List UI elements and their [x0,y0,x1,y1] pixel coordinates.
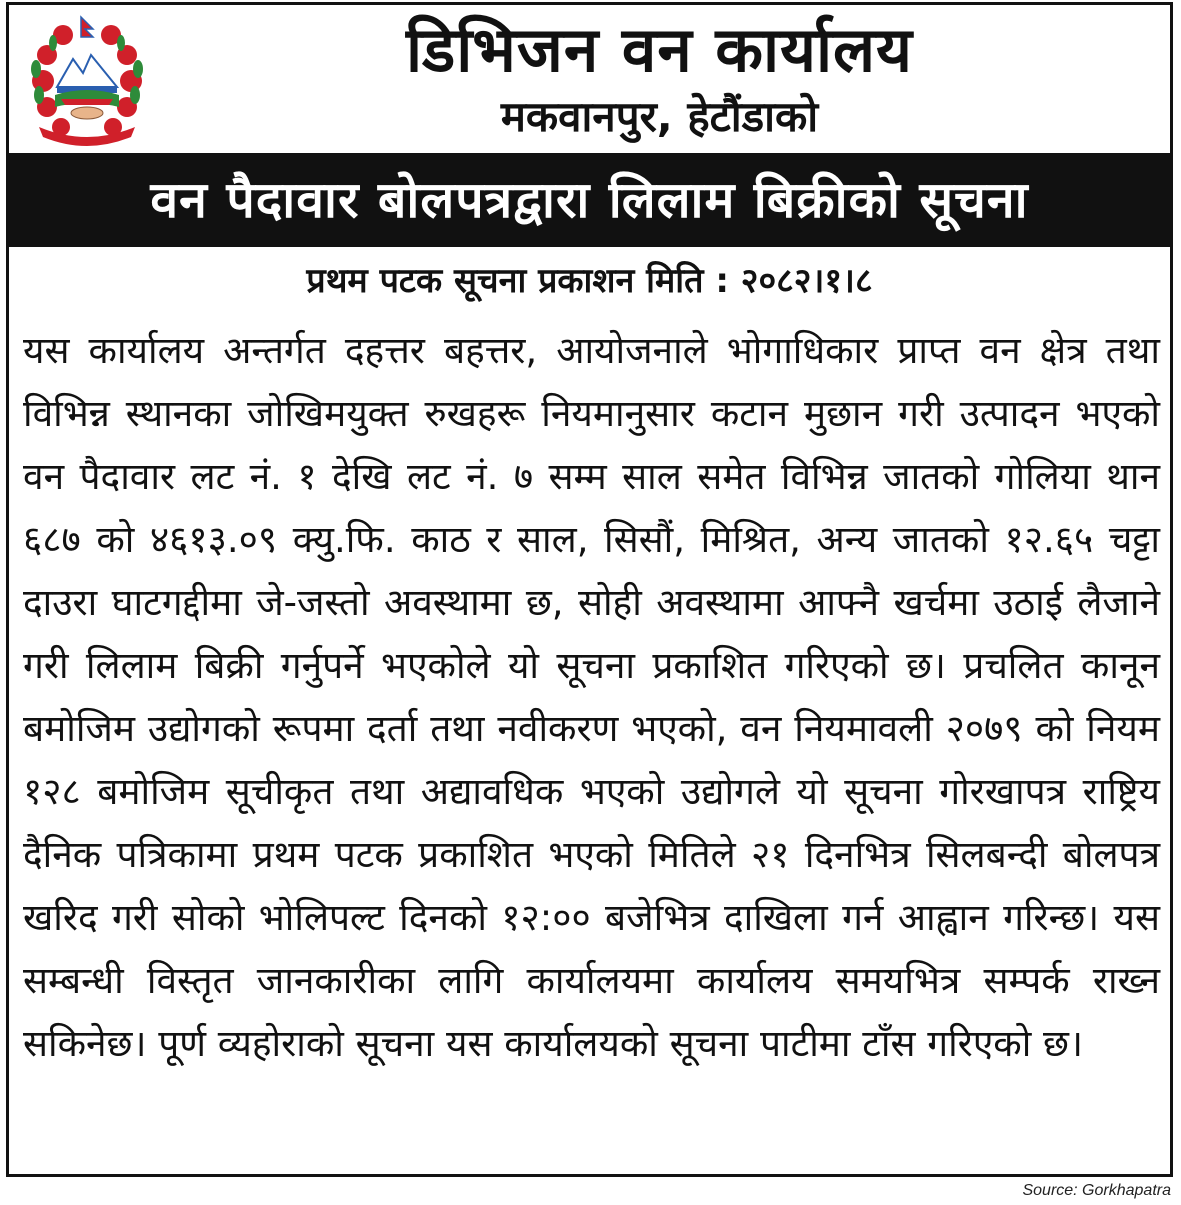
office-title: डिभिजन वन कार्यालय [405,13,914,86]
publication-date: प्रथम पटक सूचना प्रकाशन मिति : २०८२।१।८ [306,261,873,301]
nepal-government-emblem-icon [21,15,153,147]
notice-body: यस कार्यालय अन्तर्गत दहत्तर बहत्तर, आयोजनाले भोगाधिकार प्राप्त वन क्षेत्र तथा विभिन्न स्थानका जोखिमयुक्त रुखहरू नियमानुसार कटान मुछान गरी उत्पादन भएको वन पैदावार लट नं. १ देखि लट नं. ७ सम्म साल समेत विभिन्न जातको गोलिया थान ६८७ को ४६१३.०९ क्यु.फि. काठ र साल, सिसौं, मिश्रित, अन्य जातको १२.६५ चट्टा दाउरा घाटगद्दीमा जे-जस्तो अवस्थामा छ, सोही अवस्थामा आफ्नै खर्चमा उठाई लैजाने गरी लिलाम बिक्री गर्नुपर्ने भएकोले यो सूचना प्रकाशित गरिएको छ। प्रचलित कानून बमोजिम उद्योगको रूपमा दर्ता तथा नवीकरण भएको, वन नियमावली २०७९ को नियम १२८ बमोजिम सूचीकृत तथा अद्यावधिक भएको उद्योगले यो सूचना गोरखापत्र राष्ट्रिय दैनिक पत्रिकामा प्रथम पटक प्रकाशित भएको मितिले २१ दिनभित्र सिलबन्दी बोलपत्र खरिद गरी सोको भोलिपल्ट दिनको १२:०० बजेभित्र दाखिला गर्न आह्वान गरिन्छ। यस सम्बन्धी विस्तृत जानकारीका लागि कार्यालयमा कार्यालय समयभित्र सम्पर्क राख्न सकिनेछ। पूर्ण व्यहोराको सूचना यस कार्यालयको सूचना पाटीमा टाँस गरिएको छ। [23,329,1160,1065]
notice-title-banner: वन पैदावार बोलपत्रद्वारा लिलाम बिक्रीको सूचना [9,153,1170,247]
office-location: मकवानपुर, हेटौंडाको [500,92,819,141]
notice-frame [6,2,1173,1177]
source-credit: Source: Gorkhapatra [1022,1182,1171,1199]
